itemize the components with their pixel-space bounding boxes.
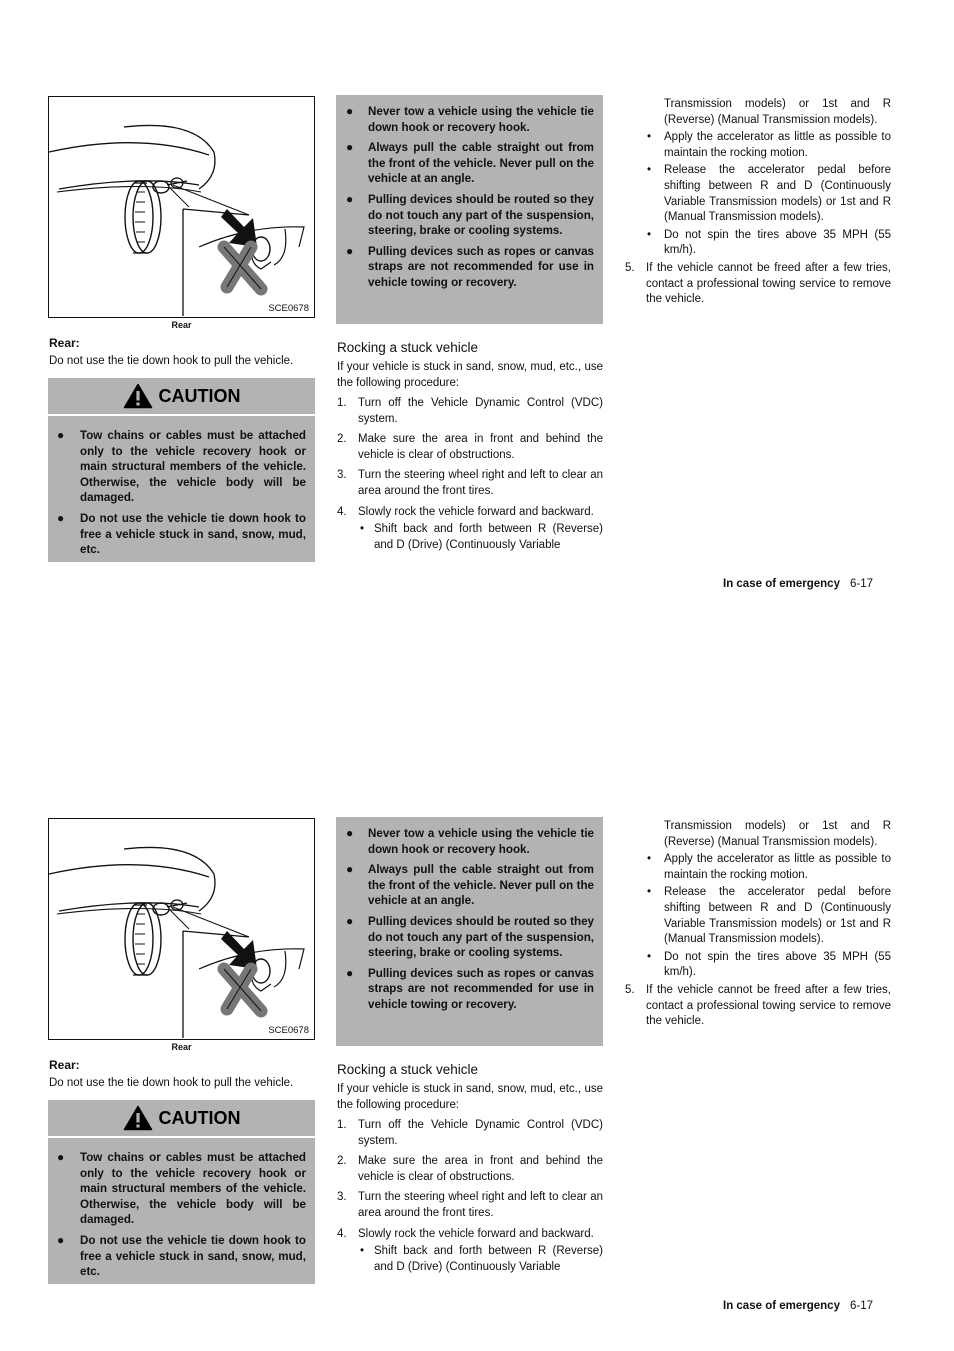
right-column (625, 97, 891, 308)
procedure-steps (337, 1118, 603, 1280)
page-footer (723, 578, 873, 590)
warning-item: ● Never tow a vehicle using the vehicle tie down hook or recovery hook. (346, 104, 594, 134)
warning-item: ● Always pull the cable straight out from the front of the vehicle. Never pull on the vehicle at an angle. (346, 140, 594, 186)
procedure-step: 3. Turn the steering wheel right and left to clear an area around the front tires. (337, 469, 603, 497)
caution-box (48, 1100, 315, 1284)
warning-box (336, 817, 603, 1046)
figure-code: SCE0678 (268, 1025, 309, 1036)
caution-header (48, 1100, 315, 1138)
procedure-step: 3. Turn the steering wheel right and left to clear an area around the front tires. (337, 1191, 603, 1219)
bullet-icon: ● (346, 913, 354, 928)
bullet-icon: • (647, 228, 652, 241)
continued-text: Transmission models) or 1st and R (Reverse) (Manual Transmission models). (664, 98, 891, 126)
figure-code: SCE0678 (268, 303, 309, 314)
bullet-icon: ● (57, 510, 65, 525)
bullet-icon: • (647, 853, 652, 866)
bullet-icon: • (647, 164, 652, 177)
page-number: 6-17 (849, 578, 874, 590)
illustration-rear-tie-down-hook (48, 96, 315, 318)
bullet-icon: ● (57, 1232, 65, 1247)
procedure-step: 2. Make sure the area in front and behind the vehicle is clear of obstructions. (337, 1155, 603, 1183)
caution-header (48, 378, 315, 416)
rear-text: Do not use the tie down hook to pull the vehicle. (49, 1077, 294, 1089)
sub-bullet: • Do not spin the tires above 35 MPH (55 km/h). (647, 228, 891, 257)
rear-hook-drawing (49, 819, 313, 1038)
procedure-step: 4. Slowly rock the vehicle forward and backward. • Shift back and forth between R (Reverse) and D (Drive) (Continuously Variable (337, 505, 603, 554)
procedure-step: 5. If the vehicle cannot be freed after a few tries, contact a professional towing service to remove the vehicle. (625, 983, 891, 1028)
bullet-icon: ● (346, 243, 354, 258)
rear-text: Do not use the tie down hook to pull the vehicle. (49, 355, 294, 367)
warning-item: ● Pulling devices such as ropes or canvas straps are not recommended for use in vehicle towing or recovery. (346, 965, 594, 1011)
continued-text: Transmission models) or 1st and R (Reverse) (Manual Transmission models). (664, 820, 891, 848)
section-heading: Rocking a stuck vehicle (337, 340, 479, 355)
illustration-rear-tie-down-hook (48, 818, 315, 1040)
sub-bullet: • Shift back and forth between R (Reverse) and D (Drive) (Continuously Variable (360, 523, 603, 551)
bullet-icon: ● (346, 104, 354, 118)
procedure-step: 2. Make sure the area in front and behind the vehicle is clear of obstructions. (337, 433, 603, 461)
figure-caption: Rear (171, 1042, 192, 1052)
warning-triangle-icon (123, 1105, 153, 1131)
warning-box (336, 95, 603, 324)
bullet-icon: ● (57, 1150, 65, 1164)
caution-item: ● Do not use the vehicle tie down hook to free a vehicle stuck in sand, snow, mud, etc. (57, 1232, 306, 1279)
page-footer (723, 1300, 873, 1312)
page-number: 6-17 (849, 1300, 874, 1312)
right-column (625, 819, 891, 1030)
caution-title: CAUTION (158, 385, 241, 406)
section-intro: If your vehicle is stuck in sand, snow, mud, etc., use the following procedure: (337, 361, 603, 389)
bullet-icon: ● (346, 826, 354, 840)
figure-caption: Rear (171, 320, 192, 330)
bullet-icon: • (647, 950, 652, 963)
sub-bullet: • Release the accelerator pedal before shifting between R and D (Continuously Variable Transmission models) or 1st and R (Manual Transmission models). (647, 164, 891, 224)
caution-item: ● Do not use the vehicle tie down hook to free a vehicle stuck in sand, snow, mud, etc. (57, 510, 306, 557)
section-heading: Rocking a stuck vehicle (337, 1062, 479, 1077)
procedure-step: 1. Turn off the Vehicle Dynamic Control (VDC) system. (337, 1119, 603, 1147)
section-intro: If your vehicle is stuck in sand, snow, mud, etc., use the following procedure: (337, 1083, 603, 1111)
caution-item: ● Tow chains or cables must be attached only to the vehicle recovery hook or main structural members of the vehicle. Otherwise, the vehicle body will be damaged. (57, 1150, 306, 1227)
caution-title: CAUTION (158, 1107, 241, 1128)
bullet-icon: • (647, 886, 652, 899)
rear-heading: Rear: (49, 1058, 80, 1072)
caution-item: ● Tow chains or cables must be attached only to the vehicle recovery hook or main structural members of the vehicle. Otherwise, the vehicle body will be damaged. (57, 428, 306, 505)
sub-bullet: • Release the accelerator pedal before shifting between R and D (Continuously Variable Transmission models) or 1st and R (Manual Transmission models). (647, 886, 891, 946)
bullet-icon: ● (346, 191, 354, 206)
bullet-icon: ● (57, 428, 65, 442)
sub-bullet: • Apply the accelerator as little as possible to maintain the rocking motion. (647, 131, 891, 159)
warning-item: ● Pulling devices such as ropes or canvas straps are not recommended for use in vehicle towing or recovery. (346, 243, 594, 289)
sub-bullet: • Do not spin the tires above 35 MPH (55 km/h). (647, 950, 891, 979)
caution-box (48, 378, 315, 562)
manual-page (0, 0, 954, 660)
bullet-icon: • (647, 131, 652, 144)
footer-section: In case of emergency (723, 578, 840, 590)
procedure-step: 5. If the vehicle cannot be freed after a few tries, contact a professional towing service to remove the vehicle. (625, 261, 891, 306)
procedure-steps (337, 396, 603, 558)
sub-bullet: • Apply the accelerator as little as possible to maintain the rocking motion. (647, 853, 891, 881)
warning-item: ● Pulling devices should be routed so they do not touch any part of the suspension, steering, brake or cooling systems. (346, 191, 594, 238)
manual-page (0, 722, 954, 1351)
procedure-step: 1. Turn off the Vehicle Dynamic Control (VDC) system. (337, 397, 603, 425)
footer-section: In case of emergency (723, 1300, 840, 1312)
rear-heading: Rear: (49, 336, 80, 350)
rear-hook-drawing (49, 97, 313, 316)
procedure-step: 4. Slowly rock the vehicle forward and backward. • Shift back and forth between R (Reverse) and D (Drive) (Continuously Variable (337, 1227, 603, 1276)
warning-item: ● Always pull the cable straight out from the front of the vehicle. Never pull on the vehicle at an angle. (346, 862, 594, 908)
warning-triangle-icon (123, 383, 153, 409)
warning-item: ● Pulling devices should be routed so they do not touch any part of the suspension, steering, brake or cooling systems. (346, 913, 594, 960)
bullet-icon: ● (346, 862, 354, 877)
bullet-icon: • (360, 523, 365, 536)
warning-item: ● Never tow a vehicle using the vehicle tie down hook or recovery hook. (346, 826, 594, 856)
sub-bullet: • Shift back and forth between R (Reverse) and D (Drive) (Continuously Variable (360, 1245, 603, 1273)
bullet-icon: ● (346, 140, 354, 155)
bullet-icon: • (360, 1245, 365, 1258)
bullet-icon: ● (346, 965, 354, 980)
